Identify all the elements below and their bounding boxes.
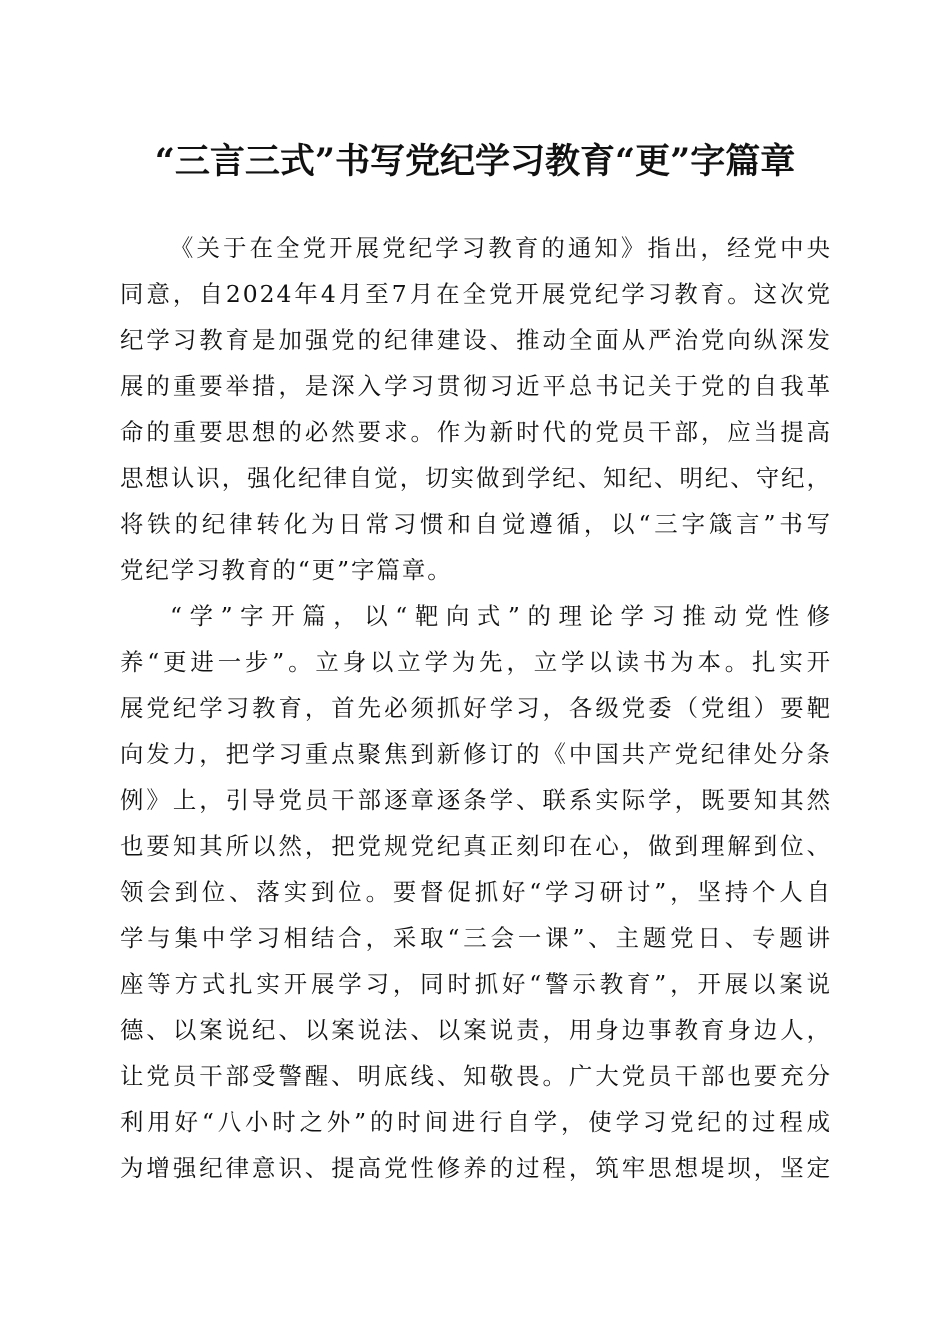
paragraph-1: [120, 225, 832, 593]
paragraph-line: 利用好“八小时之外”的时间进行自学，使学习党纪的过程成: [120, 1108, 832, 1136]
paragraph-line: “学”字开篇，以“靶向式”的理论学习推动党性修: [170, 602, 832, 630]
paragraph-2: [120, 593, 832, 1191]
document-body: [120, 225, 832, 1191]
paragraph-line: 思想认识，强化纪律自觉，切实做到学纪、知纪、明纪、守纪，: [120, 464, 832, 492]
paragraph-line: 向发力，把学习重点聚焦到新修订的《中国共产党纪律处分条: [120, 740, 832, 768]
document-title: “三言三式”书写党纪学习教育“更”字篇章: [154, 141, 796, 182]
paragraph-line: 展党纪学习教育，首先必须抓好学习，各级党委（党组）要靶: [120, 694, 832, 722]
paragraph-line: 座等方式扎实开展学习，同时抓好“警示教育”，开展以案说: [120, 970, 832, 998]
paragraph-line: 命的重要思想的必然要求。作为新时代的党员干部，应当提高: [120, 418, 832, 446]
paragraph-line: 《关于在全党开展党纪学习教育的通知》指出，经党中央: [170, 234, 832, 262]
paragraph-line: 将铁的纪律转化为日常习惯和自觉遵循，以“三字箴言”书写: [120, 510, 832, 538]
paragraph-line: 例》上，引导党员干部逐章逐条学、联系实际学，既要知其然: [120, 786, 832, 814]
paragraph-line: 党纪学习教育的“更”字篇章。: [120, 556, 453, 584]
paragraph-line: 展的重要举措，是深入学习贯彻习近平总书记关于党的自我革: [120, 372, 832, 400]
paragraph-line: 也要知其所以然，把党规党纪真正刻印在心，做到理解到位、: [120, 832, 832, 860]
paragraph-line: 同意，自2024年4月至7月在全党开展党纪学习教育。这次党: [120, 280, 832, 308]
paragraph-line: 纪学习教育是加强党的纪律建设、推动全面从严治党向纵深发: [120, 326, 832, 354]
paragraph-line: 学与集中学习相结合，采取“三会一课”、主题党日、专题讲: [120, 924, 832, 952]
paragraph-line: 领会到位、落实到位。要督促抓好“学习研讨”，坚持个人自: [120, 878, 832, 906]
paragraph-line: 让党员干部受警醒、明底线、知敬畏。广大党员干部也要充分: [120, 1062, 832, 1090]
paragraph-line: 养“更进一步”。立身以立学为先，立学以读书为本。扎实开: [120, 648, 832, 676]
paragraph-line: 为增强纪律意识、提高党性修养的过程，筑牢思想堤坝，坚定: [120, 1154, 832, 1182]
paragraph-line: 德、以案说纪、以案说法、以案说责，用身边事教育身边人，: [120, 1016, 832, 1044]
